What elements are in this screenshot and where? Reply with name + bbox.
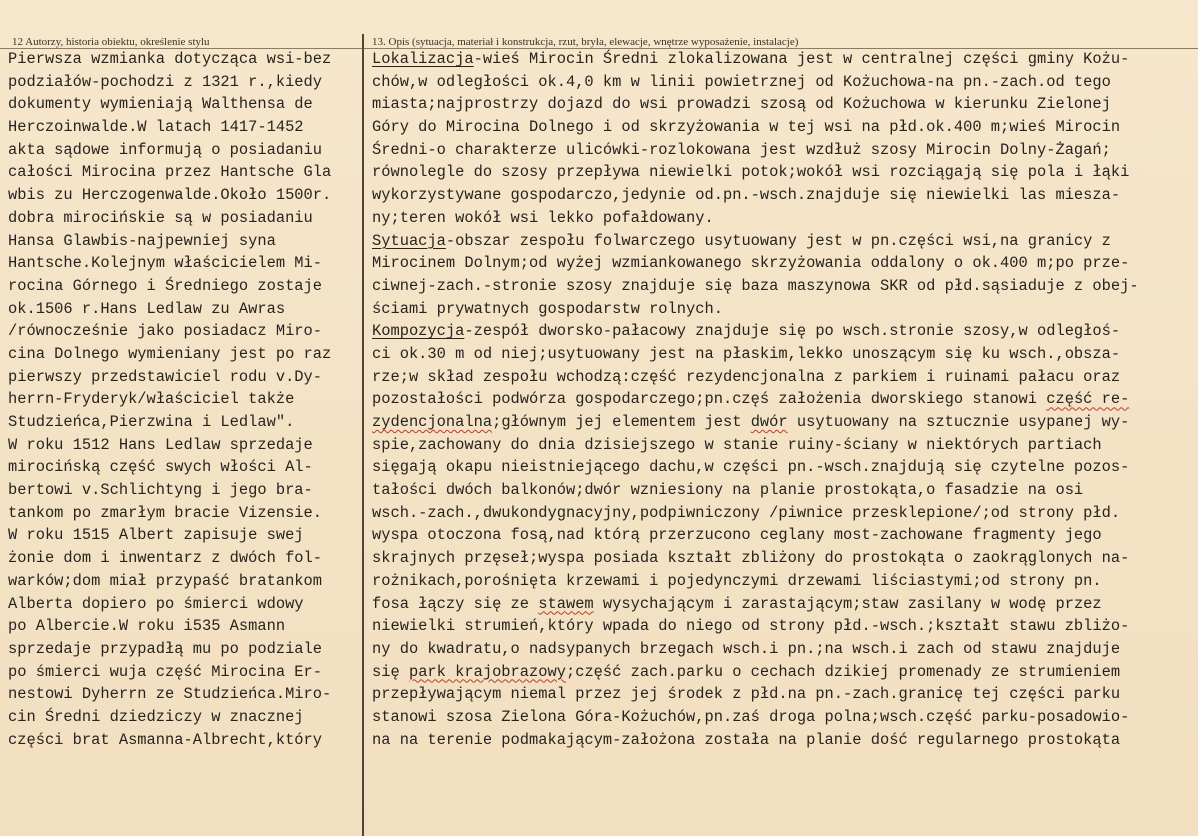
description-line — [372, 547, 1196, 570]
text-segment: fosa łączy się ze — [372, 594, 539, 613]
history-line: Studzieńca,Pierzwina i Ledlaw". — [8, 413, 295, 431]
history-line: dobra mirocińskie są w posiadaniu — [8, 208, 313, 227]
text-segment: wsch.-zach.,dwukondygnacyjny,podpiwniczony /piwnice przesklepione/;od strony płd. — [372, 503, 1121, 522]
description-line — [372, 161, 1196, 184]
history-line: /równocześnie jako posiadacz Miro- — [8, 322, 323, 341]
description-line — [372, 434, 1196, 457]
text-segment: tałości dwóch balkonów;dwór wzniesiony na planie prostokąta,o fasadzie na osi — [372, 481, 1084, 500]
description-line — [372, 343, 1196, 366]
section-keyword: Lokalizacja — [372, 50, 474, 68]
description-line — [372, 593, 1196, 616]
history-line: tankom po zmarłym bracie Vizensie. — [8, 503, 323, 522]
text-segment: rożnikach,porośnięta krzewami i pojedynczymi drzewami liściastymi;od strony pn. — [372, 571, 1102, 590]
description-line — [372, 139, 1196, 162]
text-segment: ciwnej-zach.-stronie szosy znajduje się baza maszynowa SKR od płd.sąsiaduje z obej- — [372, 276, 1139, 295]
history-line: W roku 1512 Hans Ledlaw sprzedaje — [8, 435, 313, 454]
section-keyword: Kompozycja — [372, 322, 465, 341]
marked-term: dwór — [750, 413, 788, 431]
description-line — [372, 524, 1196, 547]
column-divider — [362, 34, 364, 836]
description-line — [372, 456, 1196, 479]
history-line: rocina Górnego i Średniego zostaje — [8, 276, 323, 295]
description-line — [372, 184, 1196, 207]
description-line — [372, 320, 1196, 343]
text-segment: równolegle do szosy przepływa niewielki potok;wokół wsi rozciągają się pola i łąki — [372, 163, 1130, 182]
description-line — [372, 230, 1196, 253]
text-segment: przepływającym niemal przez jej środek z płd.na pn.-zach.granicę tej części parku — [372, 685, 1121, 704]
description-line — [372, 48, 1196, 71]
history-line: warków;dom miał przypaść bratankom — [8, 571, 323, 590]
history-line: cina Dolnego wymieniany jest po raz — [8, 344, 332, 363]
description-line — [372, 275, 1196, 298]
text-segment: chów,w odległości ok.4,0 km w linii powietrznej od Kożuchowa-na pn.-zach.od tego — [372, 72, 1111, 91]
history-line: po Albercie.W roku i535 Asmann — [8, 617, 286, 636]
text-segment: rze;w skład zespołu wchodzą:część rezydencjonalna z parkiem i ruinami pałacu oraz — [372, 367, 1121, 386]
text-segment: wykorzystywane gospodarczo,jedynie od.pn.-wsch.znajduje się niewielki las miesza- — [372, 186, 1121, 205]
marked-term: stawem — [538, 594, 594, 613]
description-line — [372, 93, 1196, 116]
history-line: sprzedaje przypadłą mu po podziale — [8, 639, 323, 658]
section-keyword: Sytuacja — [372, 231, 446, 250]
history-line: herrn-Fryderyk/właściciel także — [8, 390, 295, 409]
description-line — [372, 207, 1196, 230]
text-segment: Średni-o charakterze ulicówki-rozlokowana jest wzdłuż szosy Mirocin Dolny-Żagań; — [372, 140, 1111, 159]
history-line: podziałów-pochodzi z 1321 r.,kiedy — [8, 72, 323, 91]
text-segment: -zespół dworsko-pałacowy znajduje się po wsch.stronie szosy,w odległoś- — [464, 322, 1121, 341]
text-segment: ci ok.30 m od niej;usytuowany jest na płaskim,lekko unoszącym się ku wsch.,obsza- — [372, 344, 1121, 363]
text-segment: niewielki strumień,który wpada do niego od strony płd.-wsch.;kształt stawu zbliżo- — [372, 617, 1130, 636]
history-line: Pierwsza wzmianka dotycząca wsi-bez — [8, 50, 332, 68]
history-text-column — [8, 48, 360, 751]
marked-term: zydencjonalna — [372, 413, 493, 431]
history-line: Hansa Glawbis-najpewniej syna — [8, 231, 276, 250]
text-segment: sięgają okapu nieistniejącego dachu,w części pn.-wsch.znajdują się czytelne pozos- — [372, 458, 1130, 477]
text-segment: spie,zachowany do dnia dzisiejszego w stanie ruiny-ściany w niektórych partiach — [372, 435, 1102, 454]
description-line — [372, 570, 1196, 593]
text-segment: ;część zach.parku o cechach dzikiej promenady ze strumieniem — [565, 662, 1121, 681]
text-segment: stanowi szosa Zielona Góra-Kożuchów,pn.zaś droga polna;wsch.część parku-posadowio- — [372, 707, 1130, 726]
text-segment: usytuowany na sztucznie usypanej wy- — [787, 413, 1130, 431]
history-line: mirocińską część swych włości Al- — [8, 458, 313, 477]
text-segment: -wieś Mirocin Średni zlokalizowana jest w centralnej części gminy Kożu- — [473, 50, 1130, 68]
description-line — [372, 479, 1196, 502]
history-line: nestowi Dyherrn ze Studzieńca.Miro- — [8, 685, 332, 704]
description-line — [372, 683, 1196, 706]
right-column-header: 13. Opis (sytuacja, materiał i konstrukcja, rzut, bryła, elewacje, wnętrze wyposażenie, instalacje) — [372, 36, 799, 48]
text-segment: Góry do Mirocina Dolnego i od skrzyżowania w tej wsi na płd.ok.400 m;wieś Mirocin — [372, 118, 1121, 137]
text-segment: ściami prywatnych gospodarstw rolnych. — [372, 299, 723, 318]
history-line: akta sądowe informują o posiadaniu — [8, 140, 323, 159]
description-line — [372, 116, 1196, 139]
history-line: Alberta dopiero po śmierci wdowy — [8, 594, 304, 613]
text-segment: się — [372, 662, 409, 681]
description-line — [372, 366, 1196, 389]
text-segment: miasta;najprostrzy dojazd do wsi prowadzi szosą od Kożuchowa w kierunku Zielonej — [372, 95, 1111, 114]
left-column-header: 12 Autorzy, historia obiektu, określenie stylu — [12, 36, 210, 48]
text-segment: ny do kwadratu,o nadsypanych brzegach wsch.i pn.;na wsch.i zach od stawu znajduje — [372, 639, 1121, 658]
text-segment: wyspa otoczona fosą,nad którą przerzucono ceglany most-zachowane fragmenty jego — [372, 526, 1102, 545]
description-line — [372, 71, 1196, 94]
history-line: Herczoinwalde.W latach 1417-1452 — [8, 118, 304, 137]
text-segment: Mirocinem Dolnym;od wyżej wzmiankowanego skrzyżowania oddalony o ok.400 m;po prze- — [372, 254, 1130, 273]
description-line — [372, 298, 1196, 321]
text-segment: ny;teren wokół wsi lekko pofałdowany. — [372, 208, 714, 227]
description-line — [372, 661, 1196, 684]
history-line: dokumenty wymieniają Walthensa de — [8, 95, 313, 114]
text-segment: -obszar zespołu folwarczego usytuowany jest w pn.części wsi,na granicy z — [445, 231, 1111, 250]
history-line: po śmierci wuja część Mirocina Er- — [8, 662, 323, 681]
text-segment: na na terenie podmakającym-założona została na planie dość regularnego prostokąta — [372, 730, 1121, 749]
description-line — [372, 502, 1196, 525]
description-line — [372, 411, 1196, 434]
marked-term: część re- — [1046, 390, 1130, 409]
history-line: W roku 1515 Albert zapisuje swej — [8, 526, 304, 545]
text-segment: ;głównym jej elementem jest — [492, 413, 751, 431]
history-line: pierwszy przedstawiciel rodu v.Dy- — [8, 367, 323, 386]
history-line: Hantsche.Kolejnym właścicielem Mi- — [8, 254, 323, 273]
history-line: całości Mirocina przez Hantsche Gla — [8, 163, 332, 182]
description-text-column — [372, 48, 1196, 751]
history-line: cin Średni dziedziczy w znacznej — [8, 707, 304, 726]
description-line — [372, 638, 1196, 661]
history-line: ok.1506 r.Hans Ledlaw zu Awras — [8, 299, 286, 318]
text-segment: wysychającym i zarastającym;staw zasilany w wodę przez — [593, 594, 1102, 613]
history-line: części brat Asmanna-Albrecht,który — [8, 730, 323, 749]
text-segment: pozostałości podwórza gospodarczego;pn.częś założenia dworskiego stanowi — [372, 390, 1047, 409]
history-line: żonie dom i inwentarz z dwóch fol- — [8, 549, 323, 568]
description-line — [372, 615, 1196, 638]
history-line: wbis zu Herczogenwalde.Około 1500r. — [8, 186, 332, 205]
history-line: bertowi v.Schlichtyng i jego bra- — [8, 481, 313, 500]
description-line — [372, 388, 1196, 411]
text-segment: skrajnych przęseł;wyspa posiada kształt zbliżony do prostokąta o zaokrąglonych na- — [372, 549, 1130, 568]
description-line — [372, 729, 1196, 752]
marked-term: park krajobrazowy — [408, 662, 566, 681]
description-line — [372, 706, 1196, 729]
description-line — [372, 252, 1196, 275]
